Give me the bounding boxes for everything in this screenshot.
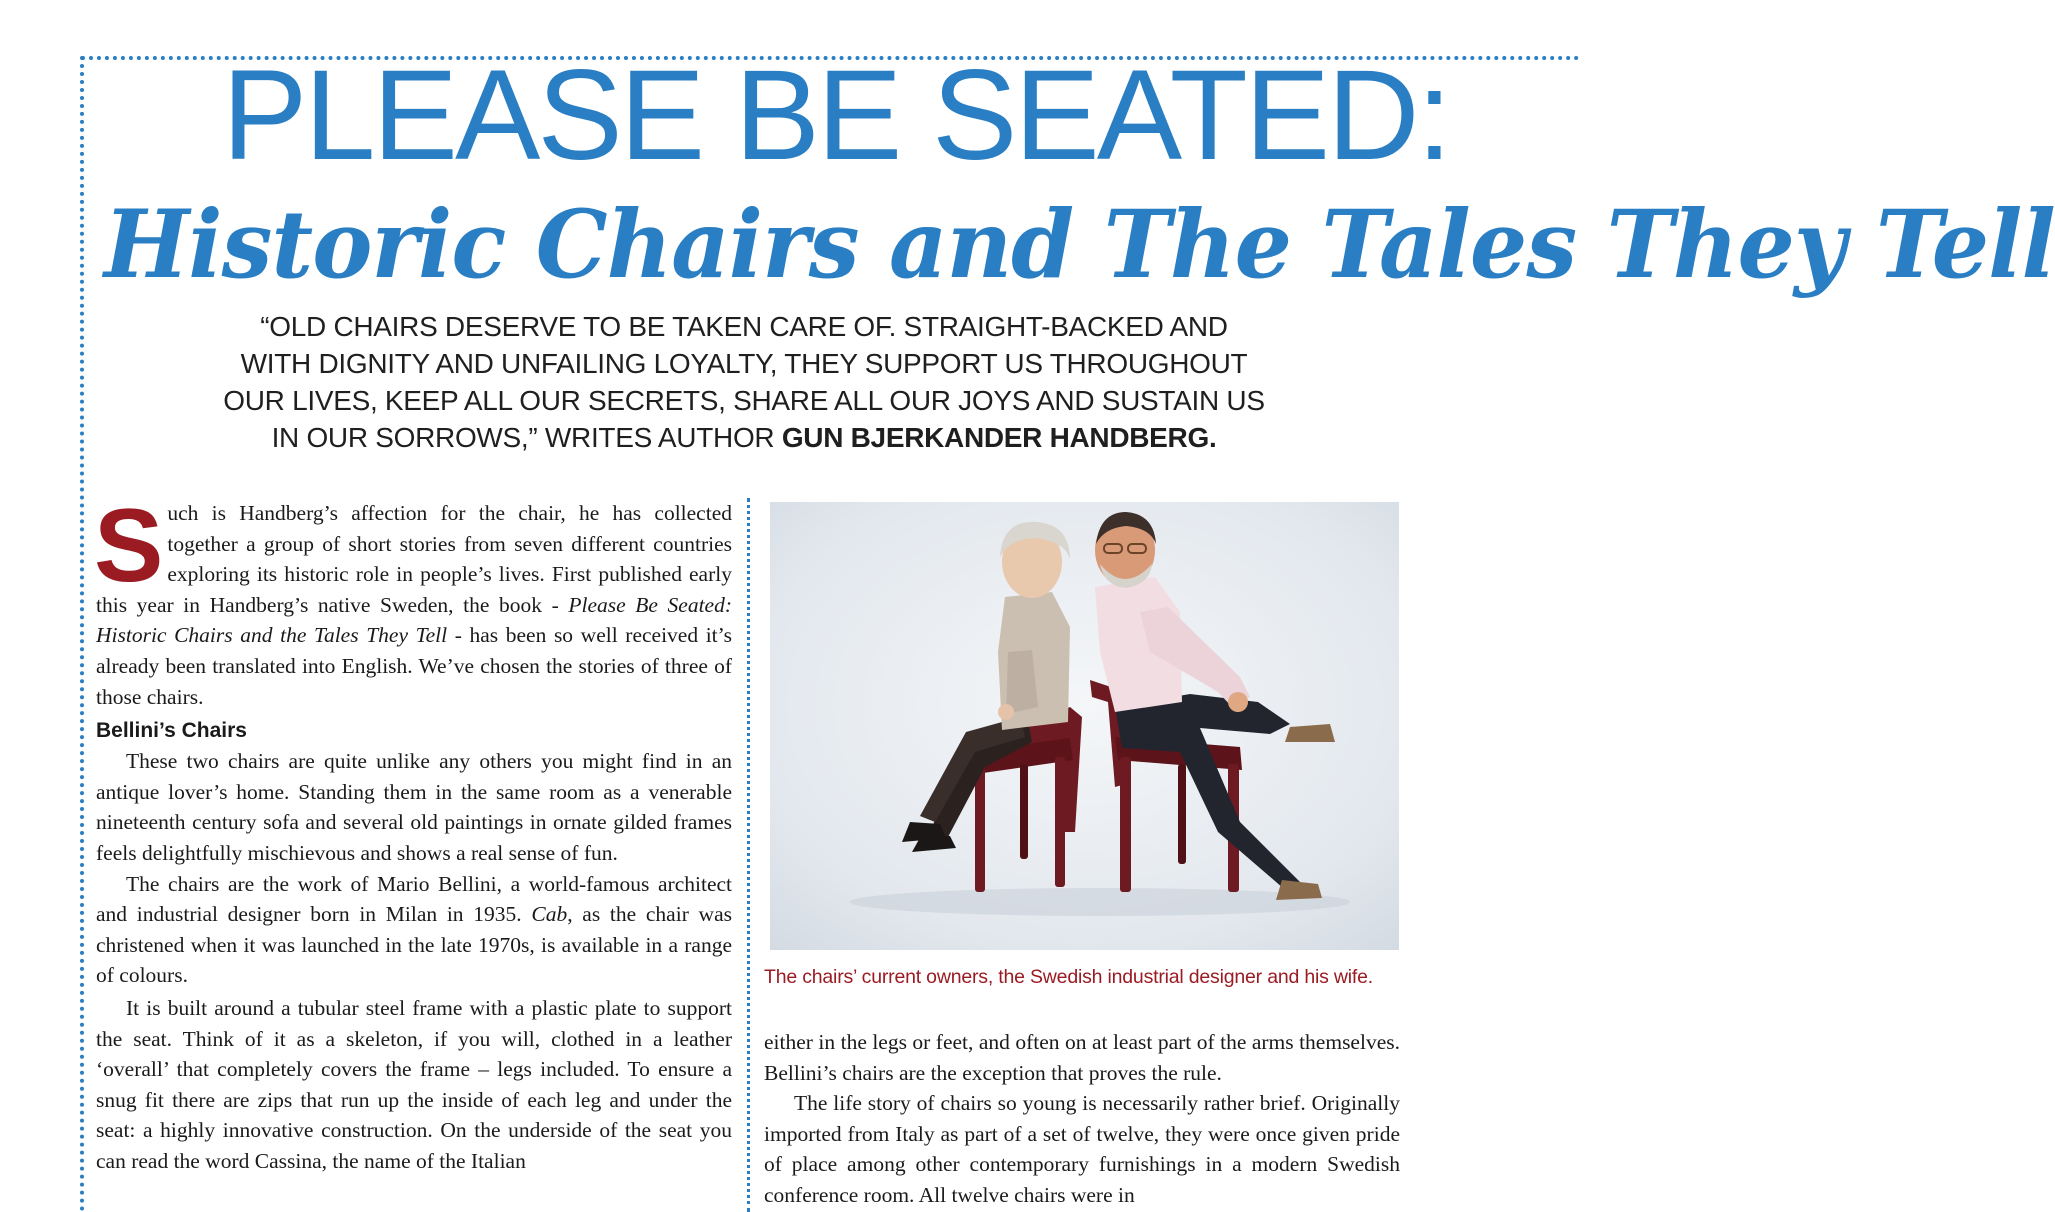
dotted-frame-left [80,56,84,1212]
body-paragraph-2 [96,869,732,991]
pull-quote [222,308,1266,456]
photo-caption: The chairs’ current owners, the Swedish industrial designer and his wife. [764,966,1373,988]
body-paragraph-3: It is built around a tubular steel frame with a plastic plate to support the seat. Think of it as a skeleton, if you will, clothed in a leather ‘overall’ that completely covers the frame – legs included. To ensure a snug fit there are zips that run up the inside of each leg and under the seat: a highly innovative construction. On the underside of the seat you can read the word Cassina, the name of the Italian [96,995,732,1173]
subheadline: Historic Chairs and The Tales They Tell [104,190,2055,300]
owners-photo [770,502,1399,950]
intro-text-2: - has been so well received it’s already been translated into English. We’ve chosen the stories of three of those chairs. [96,623,732,709]
pull-quote-author: GUN BJERKANDER HANDBERG. [781,422,1217,453]
body-paragraph-1: These two chairs are quite unlike any others you might find in an antique lover’s home. Standing them in the same room as a venerable nineteenth century sofa and several old paintings in ornate gilded frames feels delightfully mischievous and shows a real sense of fun. [96,749,732,865]
right-paragraph-2: The life story of chairs so young is necessarily rather brief. Originally imported from Italy as part of a set of twelve, they were once given pride of place among other contemporary furnishings in a modern Swedish conference room. All twelve chairs were in [764,1091,1400,1207]
intro-text-1: uch is Handberg’s affection for the chair, he has collected together a group of short stories from seven different countries exploring its historic role in people’s lives. First published early this year in Handberg’s native Sweden, the book - [96,501,732,617]
para2-text-2: , as the chair was christened when it was launched in the late 1970s, is available in a range of colours. [96,902,732,988]
para2-text-1: The chairs are the work of Mario Bellini, a world-famous architect and industrial designer born in Milan in 1935. [96,871,732,927]
right-paragraph-1: either in the legs or feet, and often on at least part of the arms themselves. Bellini’s chairs are the exception that proves the rule. [764,1030,1400,1085]
book-title: Please Be Seated: Historic Chairs and the Tales They Tell [96,592,733,648]
right-column [764,1027,1400,1211]
drop-cap: S [94,488,164,604]
column-divider [747,498,750,1212]
intro-paragraph [94,488,733,712]
chair-name: Cab [531,902,568,927]
left-column [94,488,733,1176]
headline: PLEASE BE SEATED: [222,44,1450,187]
pull-quote-text: “OLD CHAIRS DESERVE TO BE TAKEN CARE OF. STRAIGHT-BACKED AND WITH DIGNITY AND UNFAILING LOYALTY, THEY SUPPORT US THROUGHOUT OUR LIVES, KEEP ALL OUR SECRETS, SHARE ALL OUR JOYS AND SUSTAIN US IN OUR SORROWS,” WRITES AUTHOR [223,311,1265,453]
section-heading: Bellini’s Chairs [96,719,247,743]
